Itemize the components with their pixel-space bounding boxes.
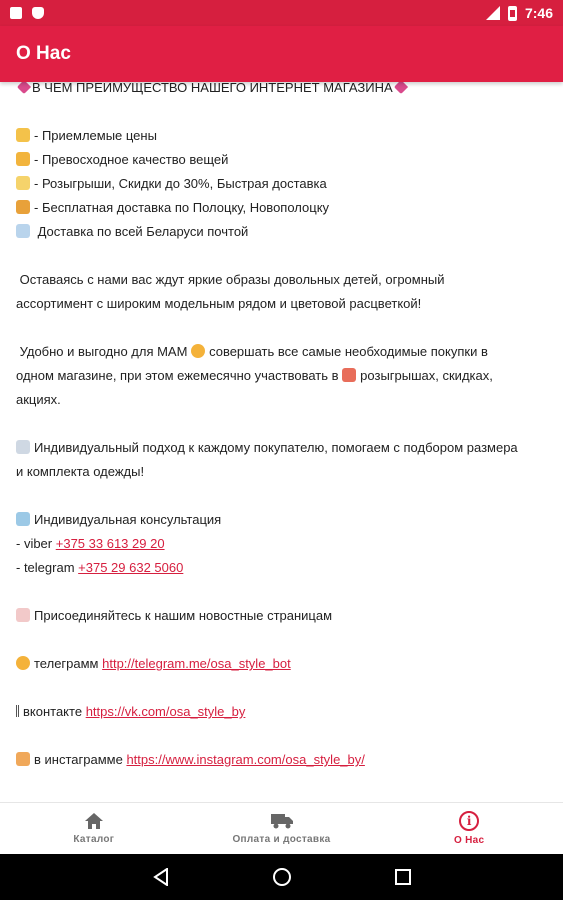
- join-line: Присоединяйтесь к нашим новостные страницам: [16, 604, 547, 628]
- paragraph: одном магазине, при этом ежемесячно участвовать в розыгрышах, скидках,: [16, 368, 493, 383]
- hand-gift-icon: [16, 752, 30, 766]
- advantage-item: - Бесплатная доставка по Полоцку, Новополоцку: [16, 196, 547, 220]
- heart-icon: [17, 82, 31, 94]
- gift-icon: [342, 368, 356, 382]
- info-icon: i: [459, 811, 479, 831]
- heading-line: [16, 82, 547, 100]
- nav-about[interactable]: [375, 803, 563, 854]
- truck-emoji-icon: [16, 200, 30, 214]
- status-bar: [0, 0, 563, 26]
- battery-icon: [508, 6, 517, 21]
- nav-label: Оплата и доставка: [232, 834, 331, 845]
- pause-icon: [16, 705, 19, 717]
- recents-button[interactable]: [383, 857, 423, 897]
- telegram-channel-line: телеграмм http://telegram.me/osa_style_bot: [16, 652, 547, 676]
- paragraph: Удобно и выгодно для МАМ совершать все самые необходимые покупки в: [19, 344, 488, 359]
- advantage-item: - Приемлемые цены: [16, 124, 547, 148]
- paragraph: ассортимент с широким модельным рядом и цветовой расцветкой!: [16, 296, 422, 311]
- home-button[interactable]: [262, 857, 302, 897]
- paragraph: акциях.: [16, 392, 61, 407]
- advantage-item: - Превосходное качество вещей: [16, 148, 547, 172]
- advantage-item: Доставка по всей Беларуси почтой: [16, 220, 547, 244]
- hands-icon: [16, 128, 30, 142]
- home-circle-icon: [272, 867, 292, 887]
- home-icon: [84, 812, 104, 830]
- viber-line: - viber +375 33 613 29 20: [16, 536, 165, 551]
- smile-icon: [191, 344, 205, 358]
- paragraph: Индивидуальный подход к каждому покупателю, помогаем с подбором размера: [16, 436, 547, 460]
- android-icon: [32, 7, 44, 19]
- vk-line: вконтакте https://vk.com/osa_style_by: [16, 700, 547, 724]
- back-button[interactable]: [141, 857, 181, 897]
- about-content[interactable]: [0, 82, 563, 802]
- vk-link[interactable]: https://vk.com/osa_style_by: [85, 704, 246, 719]
- instagram-line: в инстаграмме https://www.instagram.com/osa_style_by/: [16, 748, 547, 772]
- heart-box-icon: [16, 440, 30, 454]
- paragraph: и комплекта одежды!: [16, 464, 145, 479]
- paragraph: Оставаясь с нами вас ждут яркие образы довольных детей, огромный: [19, 272, 445, 287]
- party-icon: [16, 176, 30, 190]
- advantage-item: - Розыгрыши, Скидки до 30%, Быстрая доставка: [16, 172, 547, 196]
- smile-icon: [16, 656, 30, 670]
- pointing-hand-icon: [16, 608, 30, 622]
- hand-icon: [16, 152, 30, 166]
- telegram-phone-link[interactable]: +375 29 632 5060: [78, 560, 184, 575]
- nav-label: Каталог: [73, 834, 115, 845]
- truck-icon: [270, 812, 294, 830]
- check-icon: [16, 512, 30, 526]
- instagram-link[interactable]: https://www.instagram.com/osa_style_by/: [126, 752, 365, 767]
- clock: 7:46: [524, 5, 553, 21]
- nav-label: О Нас: [453, 835, 485, 846]
- system-navigation-bar: [0, 854, 563, 900]
- back-icon: [153, 868, 169, 886]
- app-bar: [0, 26, 563, 82]
- nav-payment-delivery[interactable]: [188, 803, 376, 854]
- signal-icon: [486, 6, 500, 20]
- telegram-line: - telegram +375 29 632 5060: [16, 560, 184, 575]
- page-title: О Нас: [16, 43, 71, 64]
- mail-icon: [16, 224, 30, 238]
- consult-title: Индивидуальная консультация: [16, 508, 547, 532]
- telegram-link[interactable]: http://telegram.me/osa_style_bot: [102, 656, 291, 671]
- heading: В ЧЕМ ПРЕИМУЩЕСТВО НАШЕГО ИНТЕРНЕТ МАГАЗИНА: [32, 82, 393, 95]
- bottom-navigation: [0, 802, 563, 854]
- recents-icon: [394, 868, 412, 886]
- viber-phone-link[interactable]: +375 33 613 29 20: [55, 536, 165, 551]
- nav-catalog[interactable]: [0, 803, 188, 854]
- sim-card-icon: [10, 7, 22, 19]
- heart-icon: [394, 82, 408, 94]
